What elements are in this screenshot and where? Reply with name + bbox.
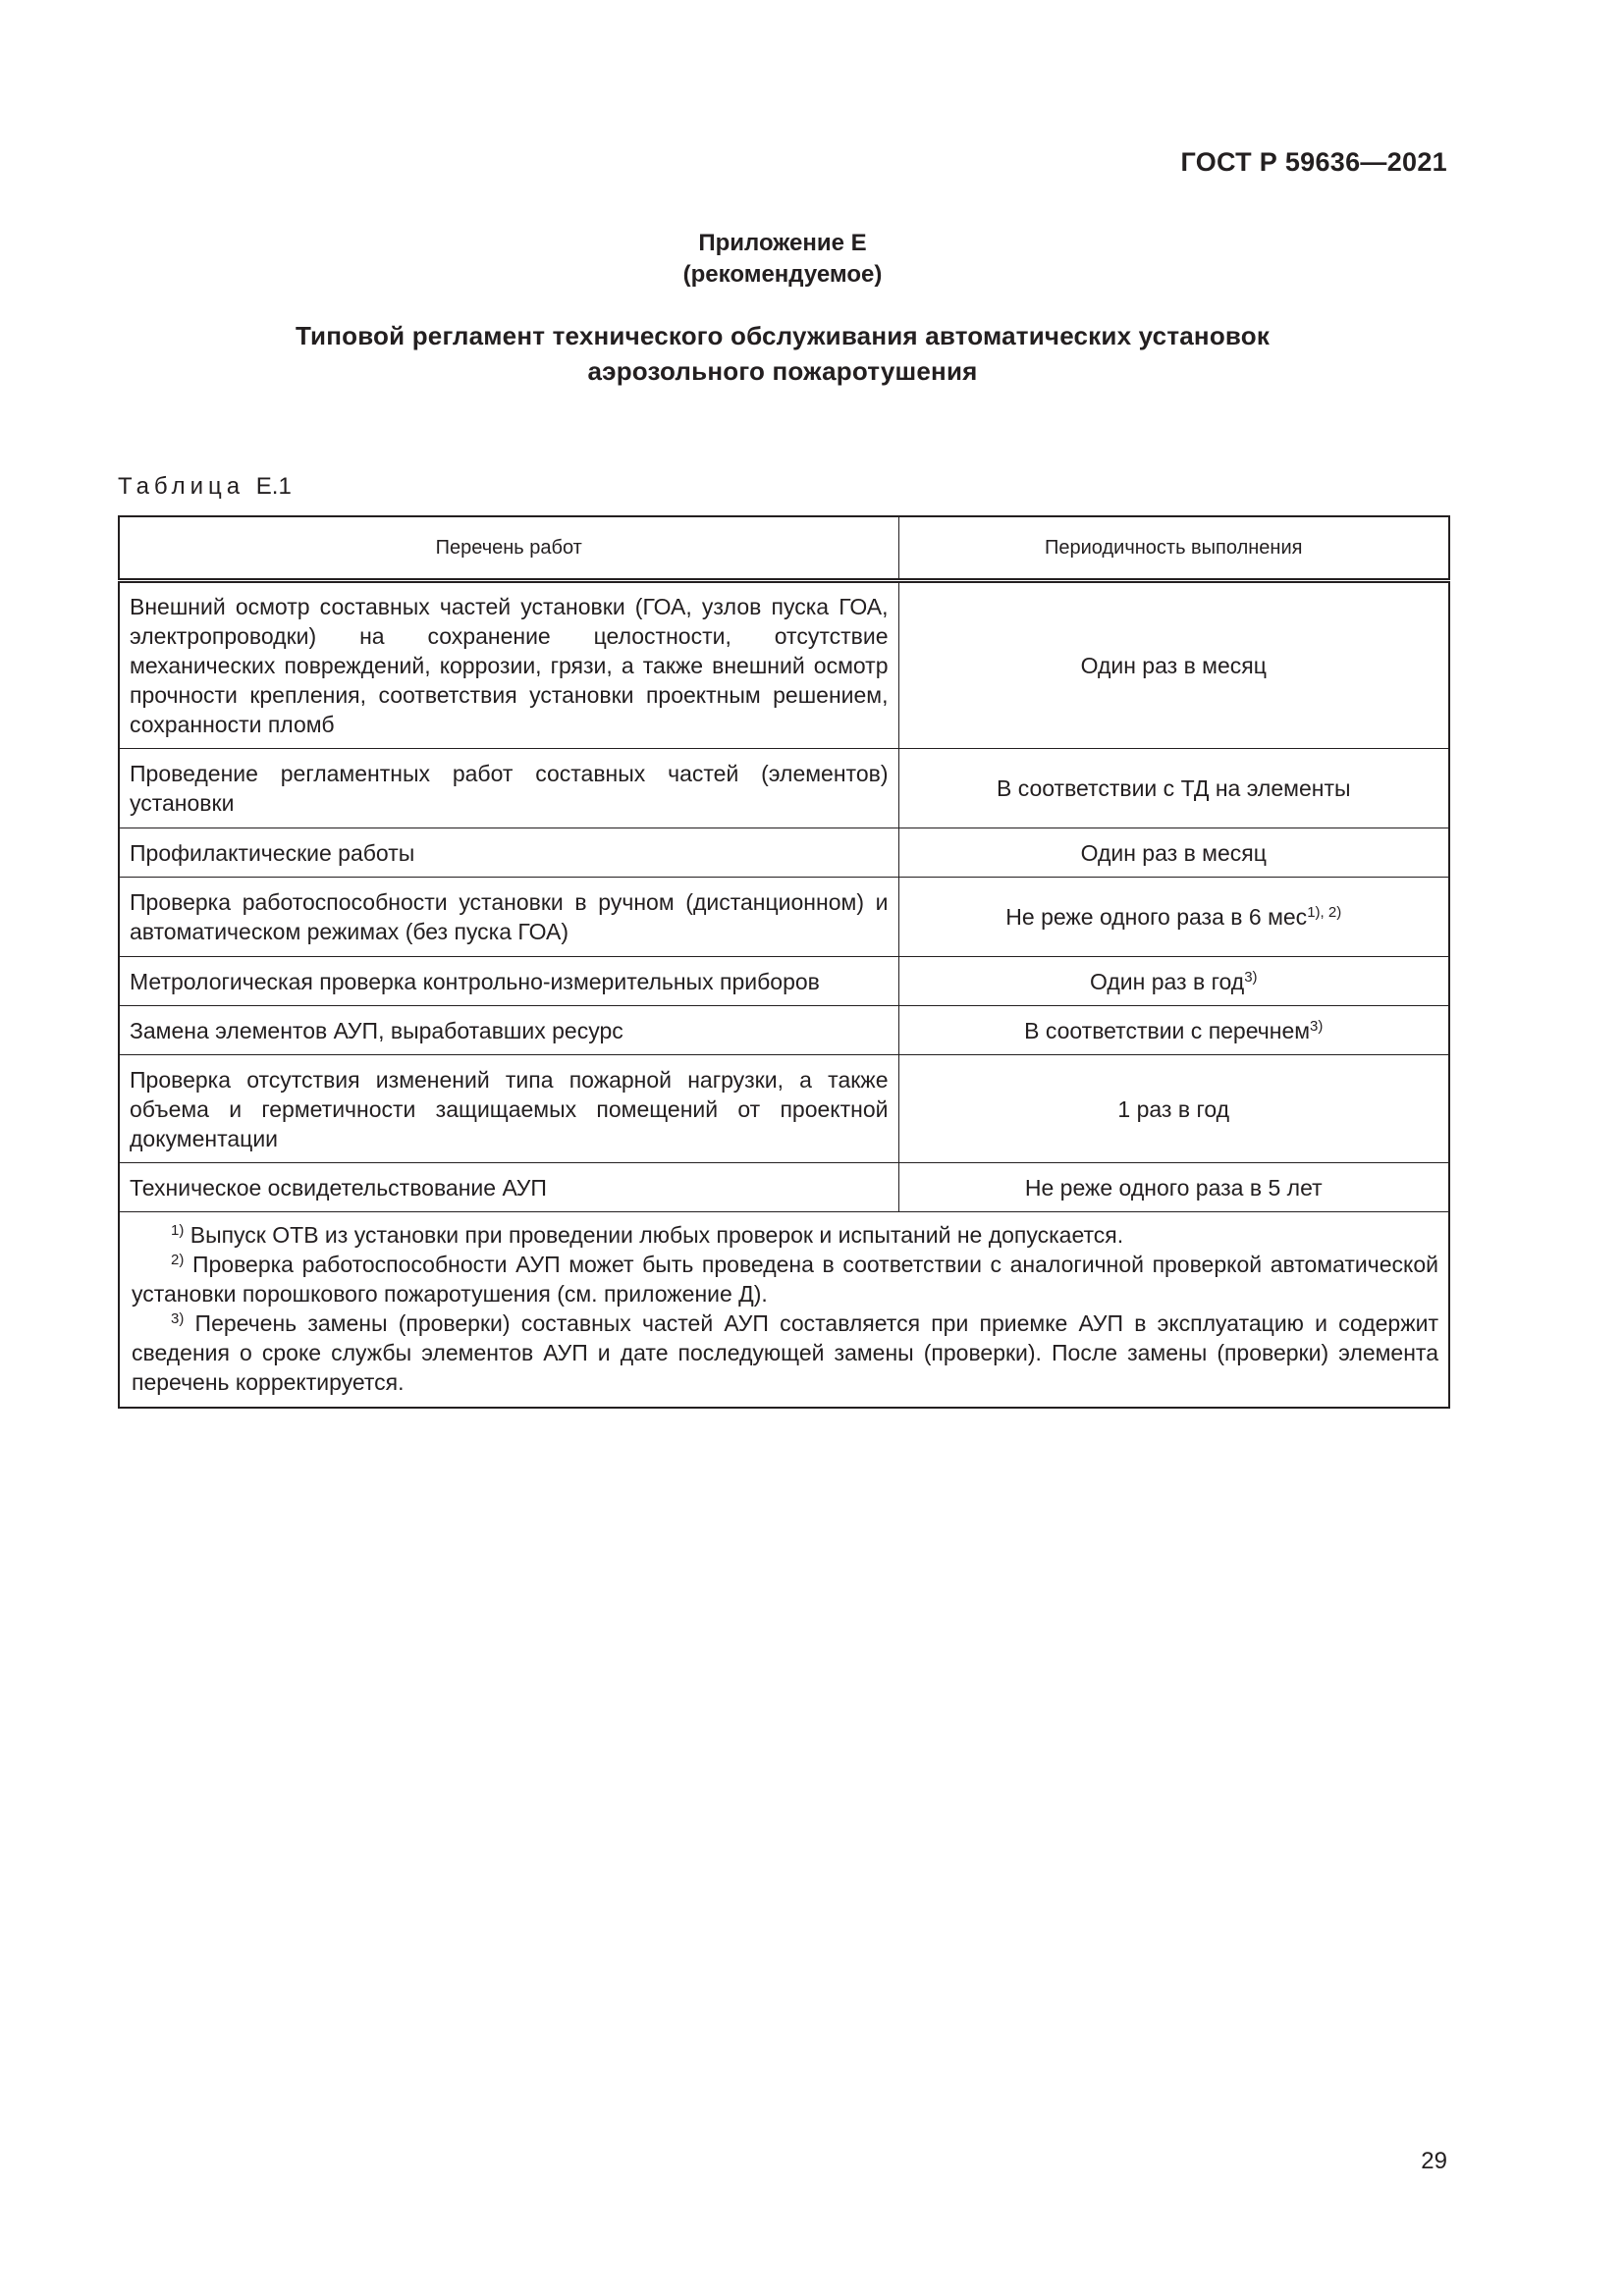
document-title-line-1: Типовой регламент технического обслуживания автоматических установок (295, 321, 1271, 350)
period-text: Один раз в год (1089, 968, 1245, 994)
footnote (132, 1308, 1438, 1397)
table-row (119, 878, 1449, 957)
work-cell: Метрологическая проверка контрольно-измерительных приборов (119, 957, 898, 1006)
period-text: Один раз в месяц (1080, 839, 1267, 866)
period-cell (898, 828, 1449, 878)
work-cell: Проверка работоспособности установки в ручном (дистанционном) и автоматическом режимах (без пуска ГОА) (119, 878, 898, 957)
work-cell: Замена элементов АУП, выработавших ресурс (119, 1006, 898, 1055)
period-cell (898, 749, 1449, 828)
footnote-mark: 3) (171, 1310, 185, 1327)
period-text: Не реже одного раза в 5 лет (1024, 1174, 1323, 1201)
period-footnote-ref: 1), 2) (1307, 904, 1342, 921)
table-row (119, 1163, 1449, 1212)
period-footnote-ref: 3) (1310, 1017, 1324, 1035)
appendix-heading (0, 228, 1565, 291)
period-text: Один раз в месяц (1080, 653, 1267, 678)
work-cell: Проведение регламентных работ составных частей (элементов) установки (119, 749, 898, 828)
work-cell: Техническое освидетельствование АУП (119, 1163, 898, 1212)
table-caption-word: Таблица (118, 473, 245, 500)
table-row (119, 581, 1449, 749)
work-cell: Внешний осмотр составных частей установки (ГОА, узлов пуска ГОА, электропроводки) на сохранение целостности, отсутствие механических повреждений, коррозии, грязи, а также внешний осмотр прочности крепления, соответствия установки проектным решением, сохранности пломб (119, 581, 898, 749)
footnote-mark: 2) (171, 1252, 185, 1268)
footnote-text: Проверка работоспособности АУП может быть проведена в соответствии с аналогичной проверкой автоматической установки порошкового пожаротушения (см. приложение Д). (132, 1252, 1438, 1307)
footnote-text: Выпуск ОТВ из установки при проведении любых проверок и испытаний не допускается. (184, 1222, 1124, 1248)
standard-code: ГОСТ Р 59636—2021 (1180, 147, 1447, 177)
period-footnote-ref: 3) (1244, 968, 1258, 986)
column-header-works: Перечень работ (119, 516, 898, 581)
table-caption-number: Е.1 (255, 473, 292, 500)
period-text: В соответствии с перечнем (1024, 1017, 1311, 1043)
footnote-text: Перечень замены (проверки) составных частей АУП составляется при приемке АУП в эксплуатацию и содержит сведения о сроке службы элементов АУП и дате последующей замены (проверки). После замены (проверки) элемента перечень корректируется. (132, 1310, 1438, 1395)
footnote-mark: 1) (171, 1222, 185, 1239)
maintenance-table (118, 515, 1450, 1409)
document-title-line-2: аэрозольного пожаротушения (587, 356, 978, 386)
table-row (119, 1006, 1449, 1055)
document-title (0, 318, 1565, 389)
appendix-status: (рекомендуемое) (682, 261, 883, 288)
period-cell (898, 1055, 1449, 1163)
appendix-label: Приложение Е (698, 230, 867, 256)
work-cell: Профилактические работы (119, 828, 898, 878)
period-text: В соответствии с ТД на элементы (996, 775, 1351, 801)
page-number: 29 (1421, 2148, 1447, 2174)
column-header-periodicity: Периодичность выполнения (898, 516, 1449, 581)
period-cell (898, 1163, 1449, 1212)
footnote (132, 1220, 1438, 1250)
footnote (132, 1250, 1438, 1308)
period-text: 1 раз в год (1117, 1095, 1230, 1122)
period-cell (898, 878, 1449, 957)
table-notes-row (119, 1212, 1449, 1409)
table-row (119, 957, 1449, 1006)
table-row (119, 828, 1449, 878)
table-notes (119, 1212, 1449, 1409)
period-cell (898, 581, 1449, 749)
table-caption (118, 473, 292, 501)
work-cell: Проверка отсутствия изменений типа пожарной нагрузки, а также объема и герметичности защищаемых помещений от проектной документации (119, 1055, 898, 1163)
table-header-row (119, 516, 1449, 581)
period-cell (898, 1006, 1449, 1055)
period-text: Не реже одного раза в 6 мес (1005, 904, 1308, 930)
period-cell (898, 957, 1449, 1006)
table-row (119, 1055, 1449, 1163)
table-row (119, 749, 1449, 828)
